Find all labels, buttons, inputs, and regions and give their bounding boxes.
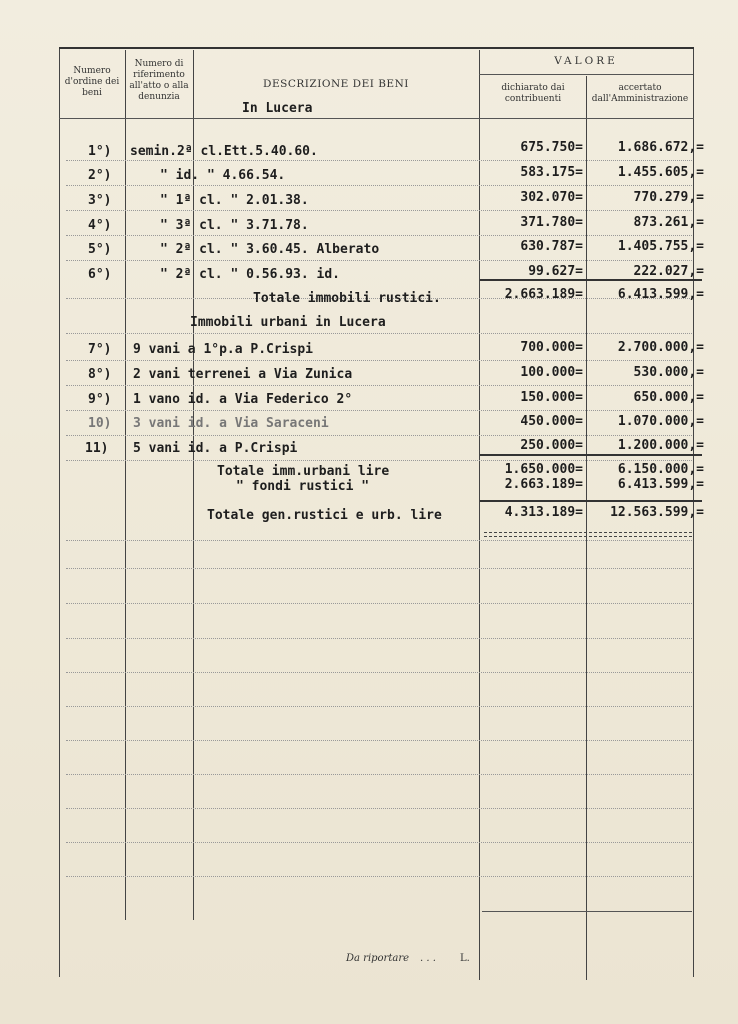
row-2-number: 2°): [88, 168, 112, 183]
row-8-number: 8°): [88, 367, 112, 382]
rule-valore-sep: [479, 74, 693, 75]
header-accertato: accertato dall'Amministrazione: [591, 83, 689, 104]
ruled-line: [66, 808, 692, 809]
rule-col4: [586, 76, 587, 980]
row-4-dichiarato: 371.780=: [520, 215, 583, 230]
ruled-line: [66, 210, 692, 211]
ruled-line: [66, 540, 692, 541]
ruled-line: [66, 672, 692, 673]
rule-subtotal-rustici: [480, 279, 702, 281]
rule-header-bottom: [59, 118, 694, 119]
ruled-line: [66, 568, 692, 569]
header-numero-ordine: Numero d'ordine dei beni: [64, 66, 120, 98]
ruled-line: [66, 435, 692, 436]
section-title-rustici: In Lucera: [242, 101, 313, 116]
ruled-line: [66, 385, 692, 386]
row-7-accertato: 2.700.000,=: [617, 340, 704, 355]
ruled-line: [66, 235, 692, 236]
header-numero-riferimento: Numero di riferimento all'atto o alla denunzia: [129, 59, 189, 102]
row-5-description: " 2ª cl. " 3.60.45. Alberato: [160, 242, 380, 257]
row-3-number: 3°): [88, 193, 112, 208]
rule-col3: [479, 50, 480, 980]
totale-rustici-label: Totale immobili rustici.: [253, 291, 441, 306]
row-10-dichiarato: 450.000=: [520, 414, 583, 429]
row-8-accertato: 530.000,=: [633, 365, 704, 380]
row-6-description: " 2ª cl. " 0.56.93. id.: [160, 267, 341, 282]
row-11-description: 5 vani id. a P.Crispi: [133, 441, 298, 456]
row-1-accertato: 1.686.672,=: [617, 140, 704, 155]
row-6-number: 6°): [88, 267, 112, 282]
totale-urbani-label: Totale imm.urbani lire: [217, 464, 390, 479]
rule-subtotal-urbani: [480, 454, 702, 456]
row-4-number: 4°): [88, 218, 112, 233]
row-8-description: 2 vani terrenei a Via Zunica: [133, 367, 353, 382]
section-title-urbani: Immobili urbani in Lucera: [190, 315, 386, 330]
ruled-line: [66, 774, 692, 775]
row-11-dichiarato: 250.000=: [520, 438, 583, 453]
header-descrizione: DESCRIZIONE DEI BENI: [263, 78, 409, 90]
header-valore: VALORE: [554, 55, 618, 67]
row-9-dichiarato: 150.000=: [520, 390, 583, 405]
row-10-description: 3 vani id. a Via Saraceni: [133, 416, 329, 431]
totale-rustici-dichiarato: 2.663.189=: [504, 287, 583, 302]
totale-generale-accertato: 12.563.599,=: [610, 505, 704, 520]
row-10-accertato: 1.070.000,=: [617, 414, 704, 429]
rule-bottom-values: [482, 911, 692, 912]
ruled-line: [66, 185, 692, 186]
totale-generale-label: Totale gen.rustici e urb. lire: [207, 508, 442, 523]
row-9-description: 1 vano id. a Via Federico 2°: [133, 392, 353, 407]
rule-double-2: [484, 536, 692, 537]
row-3-dichiarato: 302.070=: [520, 190, 583, 205]
totale-fondi-accertato: 6.413.599,=: [617, 477, 704, 492]
row-9-number: 9°): [88, 392, 112, 407]
totale-fondi-label: " fondi rustici ": [236, 479, 370, 494]
ruled-line: [66, 842, 692, 843]
rule-left: [59, 47, 60, 977]
row-11-accertato: 1.200.000,=: [617, 438, 704, 453]
row-6-accertato: 222.027,=: [633, 264, 704, 279]
row-2-accertato: 1.455.605,=: [617, 165, 704, 180]
ruled-line: [66, 638, 692, 639]
row-3-accertato: 770.279,=: [633, 190, 704, 205]
row-1-dichiarato: 675.750=: [520, 140, 583, 155]
row-3-description: " 1ª cl. " 2.01.38.: [160, 193, 309, 208]
ruled-line: [66, 160, 692, 161]
row-1-number: 1°): [88, 144, 112, 159]
rule-total-general: [480, 500, 702, 502]
ruled-line: [66, 740, 692, 741]
row-7-number: 7°): [88, 342, 112, 357]
footer-dots: . . .: [420, 953, 436, 964]
row-4-accertato: 873.261,=: [633, 215, 704, 230]
row-10-number: 10): [88, 416, 112, 431]
totale-urbani-dichiarato: 1.650.000=: [504, 462, 583, 477]
ruled-line: [66, 876, 692, 877]
ruled-line: [66, 333, 692, 334]
row-6-dichiarato: 99.627=: [528, 264, 583, 279]
rule-top: [59, 47, 694, 49]
rule-col1: [125, 50, 126, 920]
ruled-line: [66, 603, 692, 604]
row-7-dichiarato: 700.000=: [520, 340, 583, 355]
row-5-dichiarato: 630.787=: [520, 239, 583, 254]
totale-urbani-accertato: 6.150.000,=: [617, 462, 704, 477]
totale-fondi-dichiarato: 2.663.189=: [504, 477, 583, 492]
row-7-description: 9 vani a 1°p.a P.Crispi: [133, 342, 314, 357]
row-8-dichiarato: 100.000=: [520, 365, 583, 380]
ruled-line: [66, 360, 692, 361]
row-11-number: 11): [85, 441, 109, 456]
row-2-description: " id. " 4.66.54.: [160, 168, 286, 183]
totale-generale-dichiarato: 4.313.189=: [504, 505, 583, 520]
footer-label: Da riportare: [346, 953, 410, 964]
row-2-dichiarato: 583.175=: [520, 165, 583, 180]
totale-rustici-accertato: 6.413.599,=: [617, 287, 704, 302]
row-1-description: semin.2ª cl.Ett.5.40.60.: [130, 144, 318, 159]
rule-double-1: [484, 532, 692, 533]
row-9-accertato: 650.000,=: [633, 390, 704, 405]
ruled-line: [66, 706, 692, 707]
header-dichiarato: dichiarato dai contribuenti: [501, 83, 565, 104]
ruled-line: [66, 460, 692, 461]
row-5-number: 5°): [88, 242, 112, 257]
footer-currency: L.: [460, 953, 470, 964]
row-4-description: " 3ª cl. " 3.71.78.: [160, 218, 309, 233]
ruled-line: [66, 260, 692, 261]
row-5-accertato: 1.405.755,=: [617, 239, 704, 254]
ruled-line: [66, 410, 692, 411]
